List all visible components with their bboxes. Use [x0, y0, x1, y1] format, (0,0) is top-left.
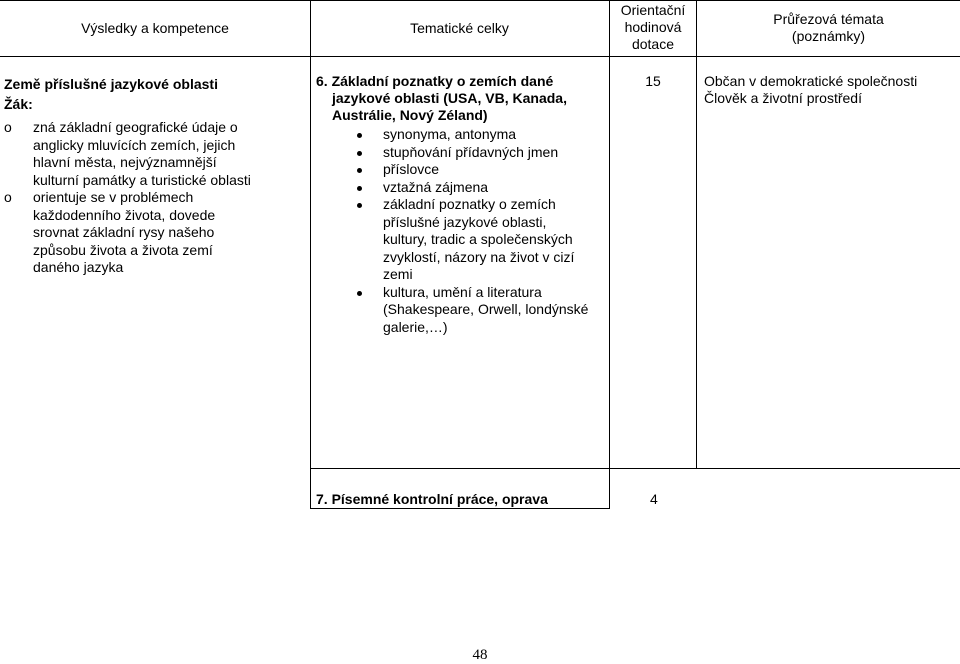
- crosscutting-item: Občan v demokratické společnosti: [704, 73, 918, 89]
- list-item: synonyma, antonyma: [383, 126, 603, 144]
- bullet-icon: [357, 203, 362, 208]
- competence-item: o orientuje se v problémech každodenního života, dovede srovnat základní rysy našeho způsobu života a života zemí daného jazyka: [4, 189, 216, 275]
- list-item: kultura, umění a literatura (Shakespeare, Orwell, londýnské galerie,…): [383, 284, 603, 337]
- bullet-icon: [357, 291, 362, 296]
- list-item: vztažná zájmena: [383, 179, 603, 197]
- student-label: Žák:: [4, 96, 33, 112]
- hours-value: 15: [645, 73, 661, 89]
- topic-title: 6. Základní poznatky o zemích dané jazykové oblasti (USA, VB, Kanada, Austrálie, Nový Zéland): [316, 73, 567, 123]
- row-divider: [310, 468, 960, 469]
- written-tests-hours: 4: [650, 491, 658, 507]
- table-top-border: [0, 0, 960, 1]
- section-title: Země příslušné jazykové oblasti: [4, 76, 218, 92]
- col-divider-3: [696, 0, 697, 469]
- header-divider: [0, 56, 960, 57]
- header-results: Výsledky a kompetence: [81, 20, 229, 36]
- list-marker: o: [4, 119, 12, 135]
- col-divider-1: [310, 0, 311, 509]
- written-tests-label: 7. Písemné kontrolní práce, oprava: [316, 491, 548, 507]
- header-crosscutting: Průřezová témata (poznámky): [773, 11, 884, 44]
- topic-bullets: [383, 126, 603, 336]
- page-number: 48: [472, 647, 488, 663]
- competence-list: [4, 119, 295, 277]
- crosscutting-item: Člověk a životní prostředí: [704, 90, 862, 106]
- list-item: základní poznatky o zemích příslušné jazykové oblasti, kultury, tradic a společenských zvyklostí, názory na život v cizí zemi: [383, 196, 603, 284]
- bullet-icon: [357, 133, 362, 138]
- list-marker: o: [4, 189, 12, 205]
- list-item: příslovce: [383, 161, 603, 179]
- bullet-icon: [357, 168, 362, 173]
- header-hours: Orientační hodinová dotace: [620, 2, 686, 52]
- footer-row-bottom: [310, 508, 610, 509]
- bullet-icon: [357, 186, 362, 191]
- list-item: stupňování přídavných jmen: [383, 144, 603, 162]
- competence-item: o zná základní geografické údaje o anglicky mluvících zemích, jejich hlavní města, nejvýznamnější kulturní památky a turistické oblasti: [4, 119, 251, 188]
- bullet-icon: [357, 151, 362, 156]
- header-topics: Tematické celky: [410, 20, 509, 36]
